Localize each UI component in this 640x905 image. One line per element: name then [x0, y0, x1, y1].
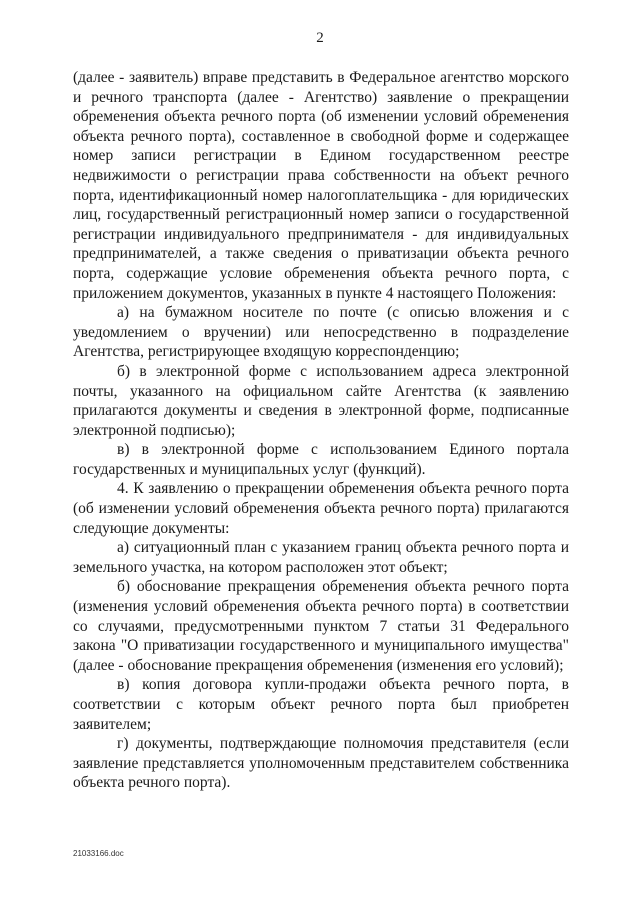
paragraph-section-4: 4. К заявлению о прекращении обременения объекта речного порта (об изменении условий обременения объекта речного порта) прилагаются следующие документы: — [73, 480, 569, 537]
paragraph-doc-a-site-plan: а) ситуационный план с указанием границ объекта речного порта и земельного участка, на котором расположен этот объект; — [73, 539, 569, 576]
paragraph-item-b-email: б) в электронной форме с использованием адреса электронной почты, указанного на официальном сайте Агентства (к заявлению прилагаются документы и сведения в электронной форме, подписанные электронной подписью); — [73, 362, 569, 439]
paragraph-item-a-paper: а) на бумажном носителе по почте (с описью вложения и с уведомлением о вручении) или непосредственно в подразделение Агентства, регистрирующее входящую корреспонденцию; — [73, 304, 569, 361]
page-number: 2 — [316, 30, 324, 46]
paragraph-doc-g-authority: г) документы, подтверждающие полномочия представителя (если заявление представляется уполномоченным представителем собственника объекта речного порта). — [73, 735, 569, 792]
paragraph-doc-v-contract-copy: в) копия договора купли-продажи объекта речного порта, в соответствии с которым объект речного порта был приобретен заявителем; — [73, 676, 569, 733]
document-body — [73, 68, 569, 793]
paragraph-item-v-portal: в) в электронной форме с использованием Единого портала государственных и муниципальных услуг (функций). — [73, 441, 569, 478]
paragraph-doc-b-justification: б) обоснование прекращения обременения объекта речного порта (изменения условий обременения объекта речного порта) в соответствии со случаями, предусмотренными пунктом 7 статьи 31 Федерального закона "О приватизации государственного и муниципального имущества" (далее - обоснование прекращения обременения (изменения его условий); — [73, 578, 569, 674]
file-name-footer: 21033166.doc — [73, 849, 124, 858]
paragraph-applicant-statement: (далее - заявитель) вправе представить в Федеральное агентство морского и речного транспорта (далее - Агентство) заявление о прекращении обременения объекта речного порта (об изменении условий обременения объекта речного порта), составленное в свободной форме и содержащее номер записи регистрации в Едином государственном реестре недвижимости о регистрации права собственности на объект речного порта, идентификационный номер налогоплательщика - для юридических лиц, государственный регистрационный номер записи о государственной регистрации индивидуального предпринимателя - для индивидуальных предпринимателей, а также сведения о приватизации объекта речного порта, содержащие условие обременения объекта речного порта, с приложением документов, указанных в пункте 4 настоящего Положения: — [73, 69, 569, 302]
